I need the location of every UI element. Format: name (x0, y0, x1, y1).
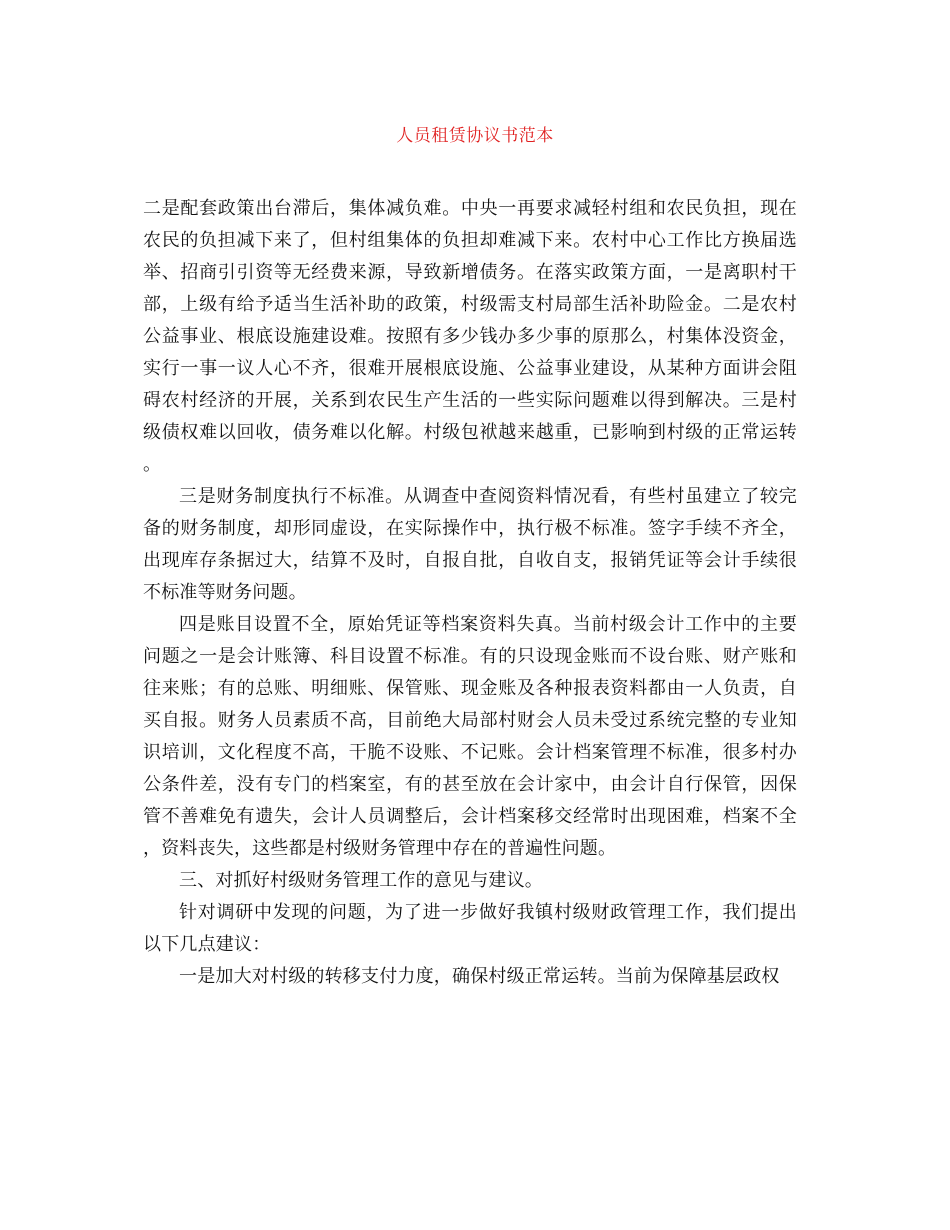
paragraph: 一是加大对村级的转移支付力度，确保村级正常运转。当前为保障基层政权 (179, 966, 780, 987)
paragraph: 三是财务制度执行不标准。从调查中查阅资料情况看，有些村虽建立了较完备的财务制度，却形同虚设，在实际操作中，执行极不标准。签字手续不齐全，出现库存条据过大，结算不及时，自报自批，自收自支，报销凭证等会计手续很不标准等财务问题。 (143, 486, 797, 603)
paragraph: 四是账目设置不全，原始凭证等档案资料失真。当前村级会计工作中的主要问题之一是会计账簿、科目设置不标准。有的只设现金账而不设台账、财产账和往来账；有的总账、明细账、保管账、现金账及各种报表资料都由一人负责，自买自报。财务人员素质不高，目前绝大局部村财会人员未受过系统完整的专业知识培训，文化程度不高，干脆不设账、不记账。会计档案管理不标准，很多村办公条件差，没有专门的档案室，有的甚至放在会计家中，由会计自行保管，因保管不善难免有遗失，会计人员调整后，会计档案移交经常时出现困难，档案不全，资料丧失，这些都是村级财务管理中存在的普遍性问题。 (143, 614, 797, 859)
paragraph: 三、对抓好村级财务管理工作的意见与建议。 (179, 870, 543, 891)
paragraph: 二是配套政策出台滞后，集体减负难。中央一再要求减轻村组和农民负担，现在农民的负担减下来了，但村组集体的负担却难减下来。农村中心工作比方换届选举、招商引引资等无经费来源，导致新增债务。在落实政策方面，一是离职村干部，上级有给予适当生活补助的政策，村级需支村局部生活补助险金。二是农村公益事业、根底设施建设难。按照有多少钱办多少事的原那么，村集体没资金，实行一事一议人心不齐，很难开展根底设施、公益事业建设，从某种方面讲会阻碍农村经济的开展，关系到农民生产生活的一些实际问题难以得到解决。三是村级债权难以回收，债务难以化解。村级包袱越来越重，已影响到村级的正常运转。 (143, 198, 797, 475)
document-body (143, 193, 797, 993)
paragraph: 针对调研中发现的问题，为了进一步做好我镇村级财政管理工作，我们提出以下几点建议： (143, 902, 797, 955)
document-title: 人员租赁协议书范本 (396, 126, 554, 146)
